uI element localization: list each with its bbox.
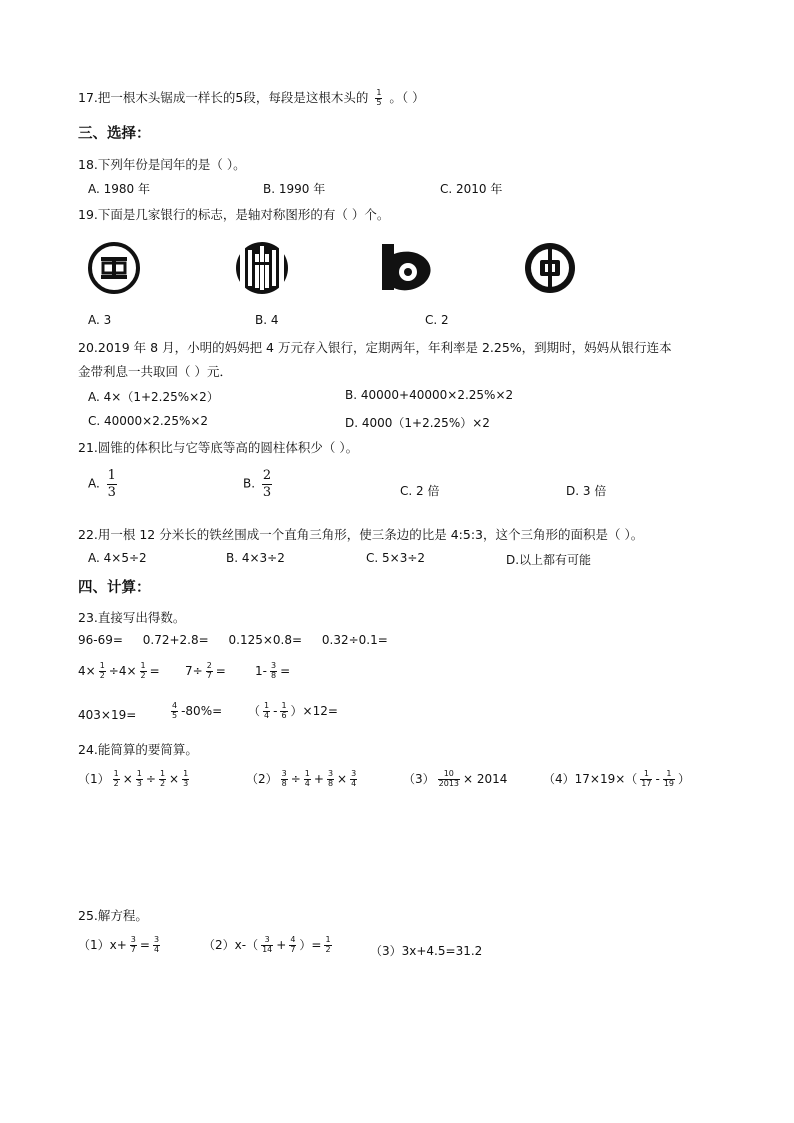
q21-option-b: B. $\frac{2}{3}$ [243, 468, 272, 500]
q24-problem-2: （2） $\frac{3}{8}$ ÷ $\frac{1}{4}$ + $\frac{3}{8}$ × $\frac{3}{4}$ [246, 769, 357, 788]
question-22: 22.用一根 12 分米长的铁丝围成一个直角三角形，使三条边的比是 4:5:3，这个三角形的面积是（ ）。 [78, 527, 644, 542]
q19-option-b: B. 4 [255, 313, 279, 327]
q24-problem-3: （3） $\frac{10}{2013}$ × 2014 [403, 769, 508, 788]
q21-option-d: D. 3 倍 [566, 484, 607, 498]
q23-row-3-item-1: 403×19= [78, 708, 137, 722]
q21-b-fraction: $\frac{2}{3}$ [262, 468, 272, 500]
question-20-line-2: 金带利息一共取回（ ）元． [78, 364, 232, 379]
q23-row-2-item-3: 1- $\frac{3}{8}$ = [255, 661, 291, 680]
section-3-heading: 三、选择： [78, 126, 151, 142]
q25-equation-1: （1）x+ $\frac{3}{7}$ = $\frac{3}{4}$ [78, 935, 160, 954]
q19-option-a: A. 3 [88, 313, 112, 327]
q20-option-b: B. 40000+40000×2.25%×2 [345, 388, 514, 402]
question-21: 21.圆锥的体积比与它等底等高的圆柱体积少（ ）。 [78, 440, 359, 455]
question-19: 19.下面是几家银行的标志，是轴对称图形的有（ ）个。 [78, 207, 390, 222]
q20-option-a: A. 4×（1+2.25%×2） [88, 390, 219, 404]
question-25: 25.解方程。 [78, 908, 148, 923]
q24-problem-1: （1） $\frac{1}{2}$ × $\frac{1}{3}$ ÷ $\frac{1}{2}$ × $\frac{1}{3}$ [78, 769, 189, 788]
q21-a-fraction: $\frac{1}{3}$ [107, 468, 116, 500]
question-17 [78, 88, 425, 108]
q17-fraction: $\frac{1}{5}$ [376, 88, 382, 107]
q20-option-d: D. 4000（1+2.25%）×2 [345, 416, 490, 430]
q17-tail: 。（ ） [389, 90, 425, 105]
q18-option-c: C. 2010 年 [440, 182, 503, 196]
question-24: 24.能简算的要简算。 [78, 742, 198, 757]
q23-row-3-item-2: $\frac{4}{5}$ -80%= [172, 701, 223, 720]
q23-row-1 [78, 633, 388, 647]
question-20-line-1: 20.2019 年 8 月，小明的妈妈把 4 万元存入银行，定期两年，年利率是 2.25%，到期时，妈妈从银行连本 [78, 340, 672, 355]
q23-r1-item-3: 0.125×0.8= [228, 633, 303, 647]
bank-logo-1 [86, 240, 142, 296]
q21-option-c: C. 2 倍 [400, 484, 440, 498]
question-18: 18.下列年份是闰年的是（ ）。 [78, 157, 246, 172]
q24-problem-4: （4）17×19×（ $\frac{1}{17}$ - $\frac{1}{19}$ ） [543, 769, 691, 788]
bank-logo-2 [234, 240, 290, 296]
q23-row-2-item-2: 7÷ $\frac{2}{7}$ = [185, 661, 226, 680]
q25-equation-2: （2）x-（ $\frac{3}{14}$ + $\frac{4}{7}$ ）= $\frac{1}{2}$ [203, 935, 331, 954]
q18-option-a: A. 1980 年 [88, 182, 150, 196]
q22-option-a: A. 4×5÷2 [88, 551, 147, 565]
q25-equation-3: （3）3x+4.5=31.2 [370, 944, 483, 958]
q23-r1-item-4: 0.32÷0.1= [321, 633, 388, 647]
q18-option-b: B. 1990 年 [263, 182, 326, 196]
q23-r1-item-2: 0.72+2.8= [142, 633, 209, 647]
q19-option-c: C. 2 [425, 313, 449, 327]
q22-option-b: B. 4×3÷2 [226, 551, 285, 565]
bank-logo-4 [522, 240, 578, 296]
q17-text: 17.把一根木头锯成一样长的5段，每段是这根木头的 [78, 90, 369, 105]
q22-option-c: C. 5×3÷2 [366, 551, 426, 565]
bank-logo-3 [376, 240, 436, 296]
q23-row-3-item-3: （ $\frac{1}{4}$ - $\frac{1}{6}$ ）×12= [248, 701, 338, 720]
q21-option-a: A. $\frac{1}{3}$ [88, 468, 116, 500]
question-23: 23.直接写出得数。 [78, 610, 186, 625]
section-4-heading: 四、计算： [78, 580, 151, 596]
q23-r1-item-1: 96-69= [78, 633, 123, 647]
q20-option-c: C. 40000×2.25%×2 [88, 414, 209, 428]
q23-row-2-item-1: 4× $\frac{1}{2}$ ÷4× $\frac{1}{2}$ = [78, 661, 160, 680]
q22-option-d: D.以上都有可能 [506, 553, 592, 567]
